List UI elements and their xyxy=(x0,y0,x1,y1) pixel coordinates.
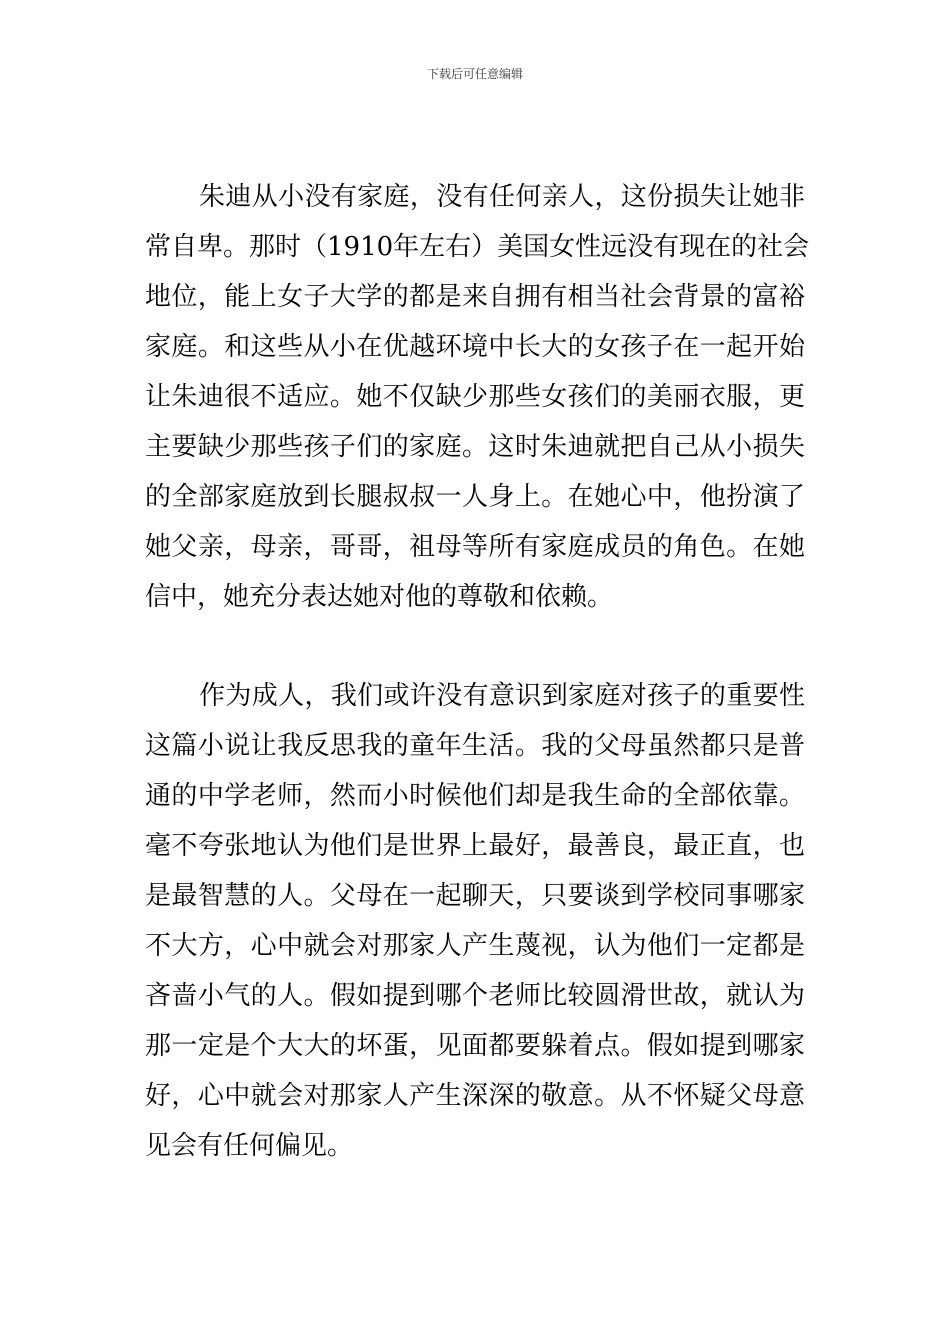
paragraph-line: 朱迪从小没有家庭，没有任何亲人，这份损失让她非 xyxy=(199,182,805,212)
paragraph-line: 家庭。和这些从小在优越环境中长大的女孩子在一起开始 xyxy=(145,332,805,362)
paragraph-line: 是最智慧的人。父母在一起聊天，只要谈到学校同事哪家 xyxy=(145,881,805,911)
paragraph-line: 通的中学老师，然而小时候他们却是我生命的全部依靠。 xyxy=(145,781,805,811)
paragraph-line: 不大方，心中就会对那家人产生蔑视，认为他们一定都是 xyxy=(145,931,805,961)
page-header: 下载后可任意编辑 xyxy=(426,67,523,81)
paragraph-line: 这篇小说让我反思我的童年生活。我的父母虽然都只是普 xyxy=(145,731,805,761)
paragraph-line: 吝啬小气的人。假如提到哪个老师比较圆滑世故，就认为 xyxy=(145,981,805,1011)
paragraph-line: 见会有任何偏见。 xyxy=(145,1131,354,1161)
paragraph-line: 让朱迪很不适应。她不仅缺少那些女孩们的美丽衣服，更 xyxy=(145,382,805,412)
paragraph-line: 作为成人，我们或许没有意识到家庭对孩子的重要性 xyxy=(199,681,805,711)
paragraph-1 xyxy=(145,172,810,622)
paragraph-line: 常自卑。那时（1910年左右）美国女性远没有现在的社会 xyxy=(145,232,810,262)
paragraph-line: 她父亲，母亲，哥哥，祖母等所有家庭成员的角色。在她 xyxy=(145,532,805,562)
paragraph-line: 主要缺少那些孩子们的家庭。这时朱迪就把自己从小损失 xyxy=(145,432,805,462)
paragraph-line: 毫不夸张地认为他们是世界上最好，最善良，最正直，也 xyxy=(145,831,805,861)
paragraph-line: 那一定是个大大的坏蛋，见面都要躲着点。假如提到哪家 xyxy=(145,1031,805,1061)
paragraph-line: 信中，她充分表达她对他的尊敬和依赖。 xyxy=(145,582,614,612)
paragraph-line: 好，心中就会对那家人产生深深的敬意。从不怀疑父母意 xyxy=(145,1081,805,1111)
paragraph-line: 地位，能上女子大学的都是来自拥有相当社会背景的富裕 xyxy=(145,282,805,312)
paragraph-2 xyxy=(145,671,805,1171)
paragraph-line: 的全部家庭放到长腿叔叔一人身上。在她心中，他扮演了 xyxy=(145,482,805,512)
